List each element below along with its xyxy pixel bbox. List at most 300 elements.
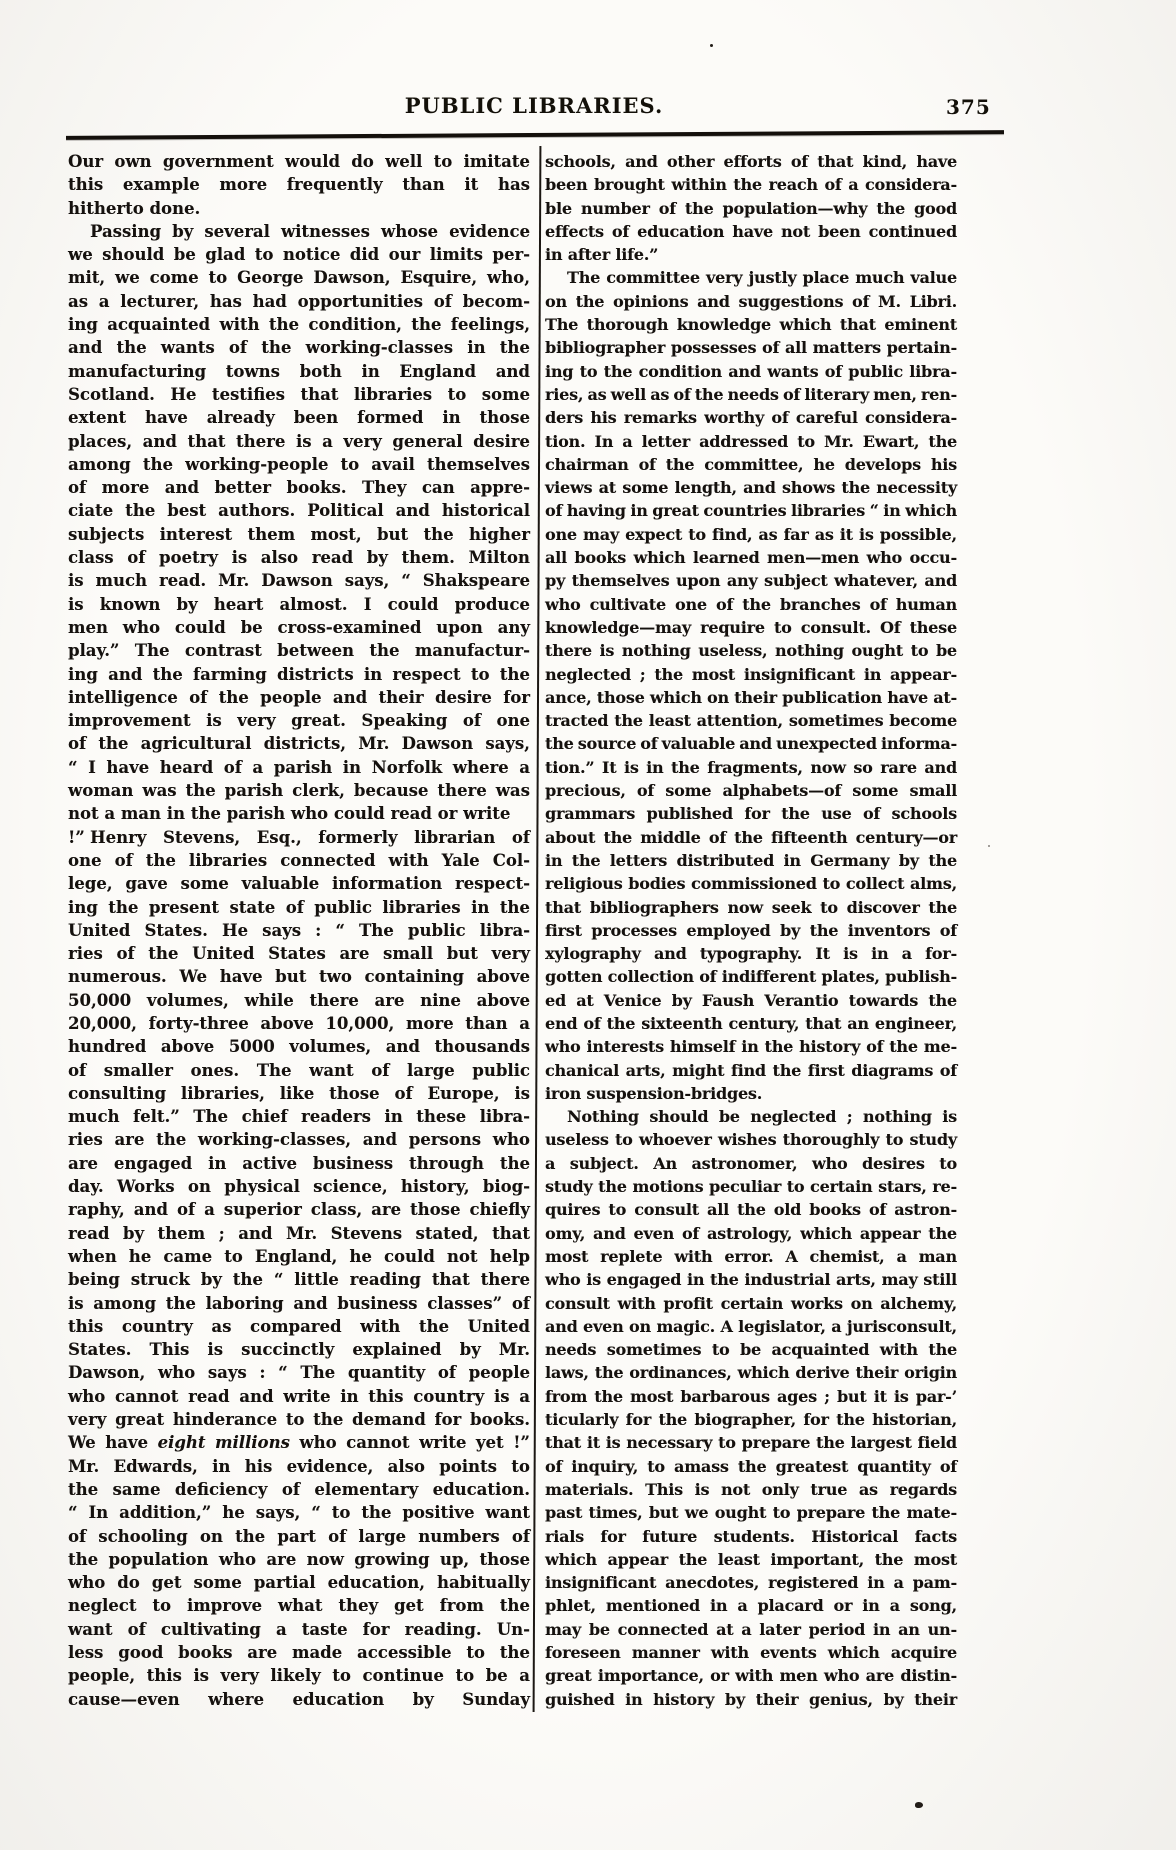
- word: “: [869, 501, 879, 521]
- word: ries,: [545, 384, 584, 404]
- text-line: [545, 360, 957, 383]
- word: of: [636, 781, 655, 801]
- word: Works: [116, 1177, 175, 1197]
- word: the: [499, 1153, 530, 1173]
- word: necessary: [626, 1433, 713, 1453]
- word: frequently: [286, 175, 383, 195]
- word: even: [583, 1316, 624, 1336]
- word: only: [761, 1479, 799, 1499]
- word: to: [797, 431, 815, 451]
- word: is: [694, 1479, 710, 1499]
- word: by: [176, 594, 198, 614]
- word: those: [479, 1549, 530, 1569]
- word: Stevens,: [162, 827, 241, 847]
- word: this: [68, 1316, 104, 1336]
- text-line: [545, 942, 957, 965]
- word: Mr.: [358, 734, 390, 754]
- word: the: [606, 1013, 636, 1033]
- word: write: [419, 1433, 467, 1453]
- word: Henry: [90, 827, 147, 847]
- word: knowledge—may: [545, 617, 691, 637]
- word: in: [871, 944, 889, 964]
- word: acquainted: [107, 315, 211, 335]
- text-line: [68, 1128, 530, 1151]
- word: century—or: [855, 827, 957, 847]
- word: day.: [68, 1177, 104, 1197]
- text-line: [545, 919, 957, 942]
- word: he: [349, 1246, 372, 1266]
- word: letter: [641, 431, 691, 451]
- word: who: [811, 1153, 848, 1173]
- page-header-title: PUBLIC LIBRARIES.: [404, 93, 664, 118]
- word: The: [256, 1060, 292, 1080]
- word: even: [633, 1223, 675, 1243]
- word: tion.: [545, 431, 586, 451]
- word: he: [128, 1246, 152, 1266]
- word: tracted: [545, 711, 609, 731]
- word: kind,: [862, 152, 908, 171]
- word: they: [338, 1596, 379, 1616]
- word: cause—even: [68, 1689, 180, 1709]
- word: Europe,: [427, 1083, 500, 1103]
- word: the: [928, 1340, 957, 1360]
- word: formerly: [318, 827, 398, 847]
- word: neglected: [545, 664, 631, 684]
- word: England,: [254, 1246, 338, 1266]
- word: in: [630, 501, 648, 521]
- word: quantity: [347, 1363, 426, 1383]
- word: books: [574, 548, 627, 568]
- word: manufactur-: [414, 641, 530, 661]
- word: now: [727, 897, 763, 917]
- word: ries: [68, 944, 103, 964]
- text-line: [545, 826, 957, 849]
- word: imitate: [463, 152, 530, 171]
- text-line: [545, 1292, 957, 1315]
- word: Shakspeare: [422, 571, 530, 591]
- text-line: [545, 639, 957, 662]
- word: population—why: [722, 198, 868, 218]
- word: who: [545, 594, 581, 614]
- word: historical: [441, 501, 530, 521]
- word: to: [455, 1666, 475, 1686]
- word: for: [803, 1410, 829, 1430]
- text-line: [68, 896, 530, 919]
- text-line: [68, 1525, 530, 1548]
- word: consult.: [800, 617, 871, 637]
- word: libraries: [382, 897, 461, 917]
- word: should: [649, 1107, 709, 1127]
- word: mate-: [906, 1503, 957, 1523]
- word: cross-examined: [277, 617, 422, 637]
- word: of: [223, 757, 242, 777]
- word: libra-: [909, 361, 957, 381]
- word: expect: [625, 524, 683, 544]
- word: taste: [301, 1619, 348, 1639]
- text-line: [68, 383, 530, 406]
- text-column-left: [68, 150, 530, 1711]
- word: jurisconsult,: [846, 1316, 957, 1336]
- word: that: [805, 1013, 842, 1033]
- word: matters: [812, 338, 881, 358]
- word: this: [368, 1386, 404, 1406]
- word: was: [495, 781, 530, 801]
- word: :: [259, 1363, 266, 1383]
- word: who,: [486, 268, 530, 288]
- word: in: [625, 1689, 643, 1709]
- word: in: [467, 338, 486, 358]
- word: them: [157, 1223, 206, 1243]
- word: in: [646, 757, 664, 777]
- word: are: [865, 1666, 895, 1686]
- word: who: [545, 1270, 581, 1290]
- word: growing: [354, 1549, 430, 1569]
- word: the: [658, 1410, 688, 1430]
- word: active: [242, 1153, 297, 1173]
- word: committee: [606, 268, 700, 288]
- word: with: [710, 1643, 749, 1662]
- word: George: [237, 268, 304, 288]
- word: the: [142, 454, 173, 474]
- word: par-’: [915, 1386, 957, 1406]
- word: is: [231, 548, 248, 568]
- word: a: [901, 944, 912, 964]
- word: that: [300, 384, 339, 404]
- word: towards: [848, 990, 919, 1010]
- text-line: [68, 1618, 530, 1641]
- word: future: [642, 1526, 698, 1546]
- word: use: [821, 804, 852, 824]
- word: poetry: [158, 548, 218, 568]
- word: in: [545, 245, 563, 265]
- word: song,: [909, 1596, 957, 1616]
- word: history,: [400, 1177, 470, 1197]
- word: some: [665, 781, 712, 801]
- word: amass: [674, 1456, 729, 1476]
- word: pertain-: [886, 338, 957, 358]
- word: ticularly: [545, 1410, 619, 1430]
- word: not: [68, 804, 99, 824]
- word: processes: [591, 920, 677, 940]
- word: rials: [545, 1526, 584, 1546]
- text-line: [545, 197, 957, 220]
- word: arts,: [625, 1060, 666, 1080]
- word: with: [674, 1246, 713, 1266]
- word: general: [392, 431, 463, 451]
- word: of: [939, 1456, 957, 1476]
- word: and: [625, 152, 658, 171]
- word: Ewart,: [862, 431, 920, 451]
- word: laws,: [545, 1363, 589, 1383]
- word: field: [917, 1433, 957, 1453]
- word: that: [545, 1433, 581, 1453]
- word: Esquire,: [400, 268, 478, 288]
- word: is: [942, 1107, 957, 1127]
- word: of: [68, 734, 87, 754]
- word: between: [277, 641, 355, 661]
- text-line: [68, 1641, 530, 1664]
- word: librarian: [414, 827, 496, 847]
- word: greatest: [775, 1456, 849, 1476]
- word: and: [697, 291, 730, 311]
- word: nothing: [862, 1107, 932, 1127]
- word: districts,: [263, 734, 347, 754]
- text-line: [68, 546, 530, 569]
- word: education: [637, 221, 725, 241]
- word: yet: [475, 1433, 504, 1453]
- word: the: [185, 781, 216, 801]
- word: a: [104, 804, 116, 824]
- text-line: [545, 453, 957, 476]
- word: higher: [468, 524, 530, 544]
- word: a: [622, 431, 633, 451]
- word: history: [653, 1689, 715, 1709]
- word: find,: [711, 524, 753, 544]
- word: a: [519, 1666, 530, 1686]
- word: is: [843, 944, 858, 964]
- word: two: [319, 967, 352, 987]
- word: libraries: [188, 850, 268, 870]
- word: through: [409, 1153, 484, 1173]
- word: least: [717, 1549, 760, 1569]
- word: books: [178, 1643, 233, 1662]
- word: the: [928, 990, 957, 1010]
- word: at: [576, 990, 594, 1010]
- word: re-: [932, 1177, 957, 1197]
- word: get: [151, 1573, 182, 1593]
- word: per-: [492, 245, 530, 265]
- word: barbarous: [680, 1386, 770, 1406]
- word: could: [174, 617, 226, 637]
- text-line: [68, 523, 530, 546]
- word: evidence,: [286, 1456, 374, 1476]
- word: population: [108, 1549, 209, 1569]
- word: events: [760, 1643, 817, 1662]
- word: the: [710, 1270, 739, 1290]
- word: from: [545, 1386, 588, 1406]
- word: of: [433, 291, 452, 311]
- word: all: [784, 338, 807, 358]
- word: Dawson: [401, 734, 474, 754]
- word: where: [208, 1689, 264, 1709]
- word: the: [68, 1479, 99, 1499]
- text-line: [545, 243, 957, 266]
- word: class: [68, 548, 114, 568]
- word: public: [407, 920, 466, 940]
- word: it: [586, 1433, 600, 1453]
- word: by: [724, 1689, 745, 1709]
- word: “: [278, 1363, 288, 1383]
- word: themselves: [426, 454, 530, 474]
- word: to: [688, 524, 706, 544]
- word: reach: [768, 175, 818, 195]
- word: legislator,: [738, 1316, 826, 1336]
- word: the: [190, 804, 221, 824]
- word: the: [841, 478, 870, 498]
- word: of: [852, 291, 870, 311]
- word: the: [928, 850, 957, 870]
- word: made: [292, 1643, 343, 1662]
- word: may: [582, 524, 619, 544]
- word: like: [279, 1083, 315, 1103]
- italic-word: millions: [215, 1433, 290, 1453]
- word: indifferent: [721, 967, 817, 987]
- word: already: [206, 408, 275, 428]
- word: a: [98, 291, 110, 311]
- word: derive: [795, 1363, 850, 1383]
- text-line: [68, 499, 530, 522]
- text-line: [68, 779, 530, 802]
- text-line: [68, 1338, 530, 1361]
- word: wants: [767, 361, 819, 381]
- word: man: [918, 1246, 957, 1266]
- word: py: [545, 571, 566, 591]
- word: continued: [868, 221, 957, 241]
- text-line: [545, 523, 957, 546]
- word: prepare: [741, 1433, 811, 1453]
- word: science,: [313, 1177, 388, 1197]
- word: countries: [703, 501, 787, 521]
- word: ;: [218, 1223, 225, 1243]
- word: are: [68, 1153, 98, 1173]
- text-line: [68, 1361, 530, 1384]
- word: positive: [402, 1503, 475, 1523]
- word: which: [905, 501, 957, 521]
- word: the: [499, 1596, 530, 1616]
- word: to: [332, 1666, 351, 1686]
- word: prepare: [796, 1503, 866, 1523]
- word: and: [653, 944, 687, 964]
- word: replete: [600, 1246, 663, 1266]
- word: 5000: [228, 1037, 275, 1057]
- word: mit,: [68, 268, 106, 288]
- word: superior: [223, 1200, 302, 1220]
- header-rule: [66, 130, 1004, 140]
- word: to: [772, 1503, 791, 1523]
- word: than: [402, 175, 445, 195]
- word: all: [707, 1200, 729, 1220]
- text-line: [68, 686, 530, 709]
- text-line: [68, 476, 530, 499]
- word: considera-: [865, 408, 957, 428]
- word: possesses: [670, 338, 757, 358]
- word: as: [211, 1316, 232, 1336]
- word: lecturer,: [120, 291, 200, 311]
- word: most,: [310, 524, 362, 544]
- word: would: [284, 152, 340, 171]
- word: at-: [933, 687, 957, 707]
- word: authors.: [218, 501, 296, 521]
- word: which: [800, 1223, 852, 1243]
- word: above: [476, 967, 530, 987]
- word: been: [545, 175, 588, 195]
- word: desire: [473, 431, 530, 451]
- word: schooling: [98, 1526, 188, 1546]
- word: the: [165, 1293, 196, 1313]
- word: Mr.: [285, 1223, 318, 1243]
- word: physical: [224, 1177, 300, 1197]
- word: to: [152, 1596, 172, 1616]
- word: Germany: [810, 850, 890, 870]
- word: of: [699, 967, 717, 987]
- word: seek: [771, 897, 812, 917]
- word: find: [730, 1060, 766, 1080]
- word: is: [893, 1386, 909, 1406]
- text-line: [68, 1152, 530, 1175]
- word: manufacturing: [68, 361, 207, 381]
- word: this: [68, 175, 104, 195]
- word: We: [179, 967, 208, 987]
- word: people: [260, 687, 322, 707]
- word: ciate: [68, 501, 114, 521]
- word: States.: [68, 1340, 132, 1360]
- word: parish: [224, 781, 284, 801]
- word: subject.: [569, 1153, 639, 1173]
- word: fragments,: [707, 757, 803, 777]
- word: information: [332, 874, 443, 894]
- page-number: 375: [946, 95, 991, 119]
- word: publish-: [885, 967, 957, 987]
- word: the: [218, 687, 249, 707]
- word: own: [114, 152, 152, 171]
- word: cannot: [346, 1433, 410, 1453]
- word: some: [852, 781, 899, 801]
- word: profit: [663, 1293, 713, 1313]
- text-line: [545, 430, 957, 453]
- word: people: [468, 1363, 530, 1383]
- text-line: [545, 546, 957, 569]
- text-line: [545, 1222, 957, 1245]
- word: pam-: [912, 1573, 957, 1593]
- text-line: [68, 1245, 530, 1268]
- text-line: [545, 1525, 957, 1548]
- word: persons: [408, 1130, 482, 1150]
- word: avail: [371, 454, 415, 474]
- word: them: [247, 524, 296, 544]
- word: it: [464, 175, 479, 195]
- text-line: [545, 1035, 957, 1058]
- word: by: [898, 850, 919, 870]
- word: of: [462, 711, 481, 731]
- word: is: [514, 1083, 530, 1103]
- word: a: [737, 1596, 748, 1616]
- word: who: [218, 1549, 257, 1569]
- word: some: [180, 874, 229, 894]
- word: says,: [255, 1503, 301, 1523]
- word: on: [628, 1316, 651, 1336]
- word: in: [208, 1153, 227, 1173]
- word: in: [166, 804, 185, 824]
- text-line: [68, 243, 530, 266]
- word: continue: [362, 1666, 444, 1686]
- word: wishes: [717, 1130, 777, 1150]
- word: and: [142, 431, 177, 451]
- word: are: [114, 1130, 145, 1150]
- word: the: [125, 501, 156, 521]
- text-line: [545, 1431, 957, 1454]
- word: help: [489, 1246, 530, 1266]
- word: men—men: [766, 548, 860, 568]
- text-line: [68, 826, 530, 849]
- word: not: [781, 221, 811, 241]
- word: placard: [757, 1596, 824, 1616]
- text-line: [545, 313, 957, 336]
- word: have: [916, 152, 957, 171]
- word: past: [545, 1503, 583, 1523]
- word: and: [495, 361, 530, 381]
- word: materials.: [545, 1479, 634, 1499]
- word: we: [684, 1503, 709, 1523]
